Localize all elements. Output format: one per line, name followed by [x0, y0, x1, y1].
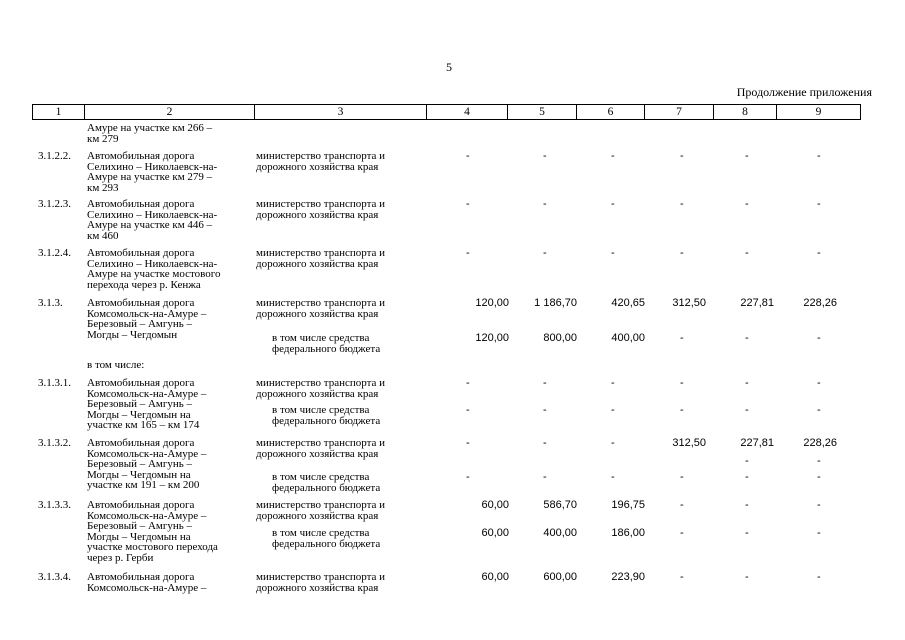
sub-value-7: - — [680, 332, 684, 344]
col-header-3: 3 — [254, 105, 426, 119]
row-name: Автомобильная дорога Комсомольск-на-Амуре – Березовый – Амгунь – Могды – Чегдомын на участке км 165 – км 174 — [87, 377, 207, 431]
sub-executor: в том числе средства федерального бюджета — [272, 471, 381, 494]
row-name: Амуре на участке км 266 – км 279 — [87, 122, 213, 145]
sub-value-5: - — [543, 471, 547, 483]
sub-value-9: - — [817, 527, 821, 539]
row-value-6: - — [611, 150, 615, 162]
row-value-7: - — [680, 377, 684, 389]
sub-value-8: - — [745, 404, 749, 416]
row-name: Автомобильная дорога Комсомольск-на-Амуре – Березовый – Амгунь – Могды – Чегдомын — [87, 297, 207, 341]
sub-value-9: - — [817, 404, 821, 416]
row-executor: министерство транспорта и дорожного хозяйства края — [256, 247, 386, 270]
row-value-9: - — [817, 571, 821, 583]
row-executor: министерство транспорта и дорожного хозяйства края — [256, 150, 386, 173]
row-value-7: 312,50 — [672, 297, 706, 309]
row-code: 3.1.3.3. — [38, 499, 71, 511]
page-number: 5 — [446, 60, 452, 74]
row-code: 3.1.3.2. — [38, 437, 71, 449]
row-value-4: - — [466, 437, 470, 449]
sub-value-8: - — [745, 332, 749, 344]
row-value-7: 312,50 — [672, 437, 706, 449]
row-name: Автомобильная дорога Селихино – Николаевск-на- Амуре на участке мостового перехода через р. Кенжа — [87, 247, 221, 291]
row-code: 3.1.3.1. — [38, 377, 71, 389]
row-executor: министерство транспорта и дорожного хозяйства края — [256, 377, 386, 400]
row-value-5: 600,00 — [543, 571, 577, 583]
col-header-6: 6 — [576, 105, 644, 119]
sub-value-4: 120,00 — [475, 332, 509, 344]
row-value-9: - — [817, 247, 821, 259]
sub-value-9: - — [817, 471, 821, 483]
sub-value-5: 800,00 — [543, 332, 577, 344]
row-executor: министерство транспорта и дорожного хозяйства края — [256, 499, 386, 522]
row-value-7: - — [680, 499, 684, 511]
row-value-6: 196,75 — [611, 499, 645, 511]
sub-value-9: - — [817, 332, 821, 344]
row-value-7: - — [680, 571, 684, 583]
col-header-1: 1 — [32, 105, 84, 119]
row-code: 3.1.3. — [38, 297, 63, 309]
row-extra-dash: - — [745, 455, 749, 467]
sub-value-4: - — [466, 404, 470, 416]
sub-value-5: - — [543, 404, 547, 416]
row-value-5: - — [543, 377, 547, 389]
col-header-2: 2 — [84, 105, 254, 119]
row-value-5: - — [543, 247, 547, 259]
sub-executor: в том числе средства федерального бюджета — [272, 527, 381, 550]
row-value-4: - — [466, 247, 470, 259]
row-value-8: - — [745, 377, 749, 389]
row-value-5: 586,70 — [543, 499, 577, 511]
sub-value-7: - — [680, 471, 684, 483]
row-code: 3.1.3.4. — [38, 571, 71, 583]
row-code: 3.1.2.4. — [38, 247, 71, 259]
row-value-4: 60,00 — [481, 499, 509, 511]
row-value-8: 227,81 — [740, 437, 774, 449]
col-header-9: 9 — [776, 105, 861, 119]
row-value-8: - — [745, 198, 749, 210]
row-value-5: - — [543, 198, 547, 210]
col-header-7: 7 — [644, 105, 713, 119]
col-header-5: 5 — [507, 105, 576, 119]
row-extra-dash: - — [817, 455, 821, 467]
row-value-9: 228,26 — [803, 297, 837, 309]
row-name: Автомобильная дорога Комсомольск-на-Амуре – Березовый – Амгунь – Могды – Чегдомын на участке мостового перехода через р. Герби — [87, 499, 218, 564]
row-name: Автомобильная дорога Селихино – Николаевск-на- Амуре на участке км 446 – км 460 — [87, 198, 218, 242]
row-code: 3.1.2.3. — [38, 198, 71, 210]
sub-value-6: 186,00 — [611, 527, 645, 539]
sub-executor: в том числе средства федерального бюджета — [272, 332, 381, 355]
caption: Продолжение приложения — [736, 85, 872, 99]
row-value-9: - — [817, 150, 821, 162]
row-executor: министерство транспорта и дорожного хозяйства края — [256, 571, 386, 594]
row-name: Автомобильная дорога Комсомольск-на-Амуре – — [87, 571, 207, 594]
sub-value-7: - — [680, 404, 684, 416]
row-value-8: - — [745, 150, 749, 162]
sub-value-8: - — [745, 471, 749, 483]
row-value-4: - — [466, 150, 470, 162]
sub-value-6: - — [611, 404, 615, 416]
row-executor: министерство транспорта и дорожного хозяйства края — [256, 198, 386, 221]
sub-value-6: - — [611, 471, 615, 483]
row-value-5: - — [543, 437, 547, 449]
table-header — [32, 104, 861, 120]
sub-value-5: 400,00 — [543, 527, 577, 539]
row-value-6: - — [611, 437, 615, 449]
row-value-8: 227,81 — [740, 297, 774, 309]
sub-value-6: 400,00 — [611, 332, 645, 344]
row-value-4: 60,00 — [481, 571, 509, 583]
row-value-6: 420,65 — [611, 297, 645, 309]
row-executor: министерство транспорта и дорожного хозяйства края — [256, 297, 386, 320]
row-name: в том числе: — [87, 359, 145, 371]
sub-executor: в том числе средства федерального бюджета — [272, 404, 381, 427]
sub-value-4: 60,00 — [481, 527, 509, 539]
sub-value-8: - — [745, 527, 749, 539]
row-value-5: - — [543, 150, 547, 162]
sub-value-7: - — [680, 527, 684, 539]
row-value-4: 120,00 — [475, 297, 509, 309]
col-header-4: 4 — [426, 105, 507, 119]
row-value-6: - — [611, 247, 615, 259]
row-value-7: - — [680, 247, 684, 259]
row-value-5: 1 186,70 — [534, 297, 577, 309]
row-value-9: - — [817, 499, 821, 511]
row-value-6: - — [611, 198, 615, 210]
row-value-8: - — [745, 499, 749, 511]
row-name: Автомобильная дорога Селихино – Николаевск-на- Амуре на участке км 279 – км 293 — [87, 150, 218, 194]
col-header-8: 8 — [713, 105, 776, 119]
row-name: Автомобильная дорога Комсомольск-на-Амуре – Березовый – Амгунь – Могды – Чегдомын на участке км 191 – км 200 — [87, 437, 207, 491]
row-value-4: - — [466, 198, 470, 210]
row-value-7: - — [680, 198, 684, 210]
row-value-9: - — [817, 377, 821, 389]
row-value-9: 228,26 — [803, 437, 837, 449]
row-value-8: - — [745, 571, 749, 583]
row-value-8: - — [745, 247, 749, 259]
sub-value-4: - — [466, 471, 470, 483]
row-value-6: 223,90 — [611, 571, 645, 583]
row-value-4: - — [466, 377, 470, 389]
row-code: 3.1.2.2. — [38, 150, 71, 162]
row-value-6: - — [611, 377, 615, 389]
row-value-9: - — [817, 198, 821, 210]
row-executor: министерство транспорта и дорожного хозяйства края — [256, 437, 386, 460]
row-value-7: - — [680, 150, 684, 162]
